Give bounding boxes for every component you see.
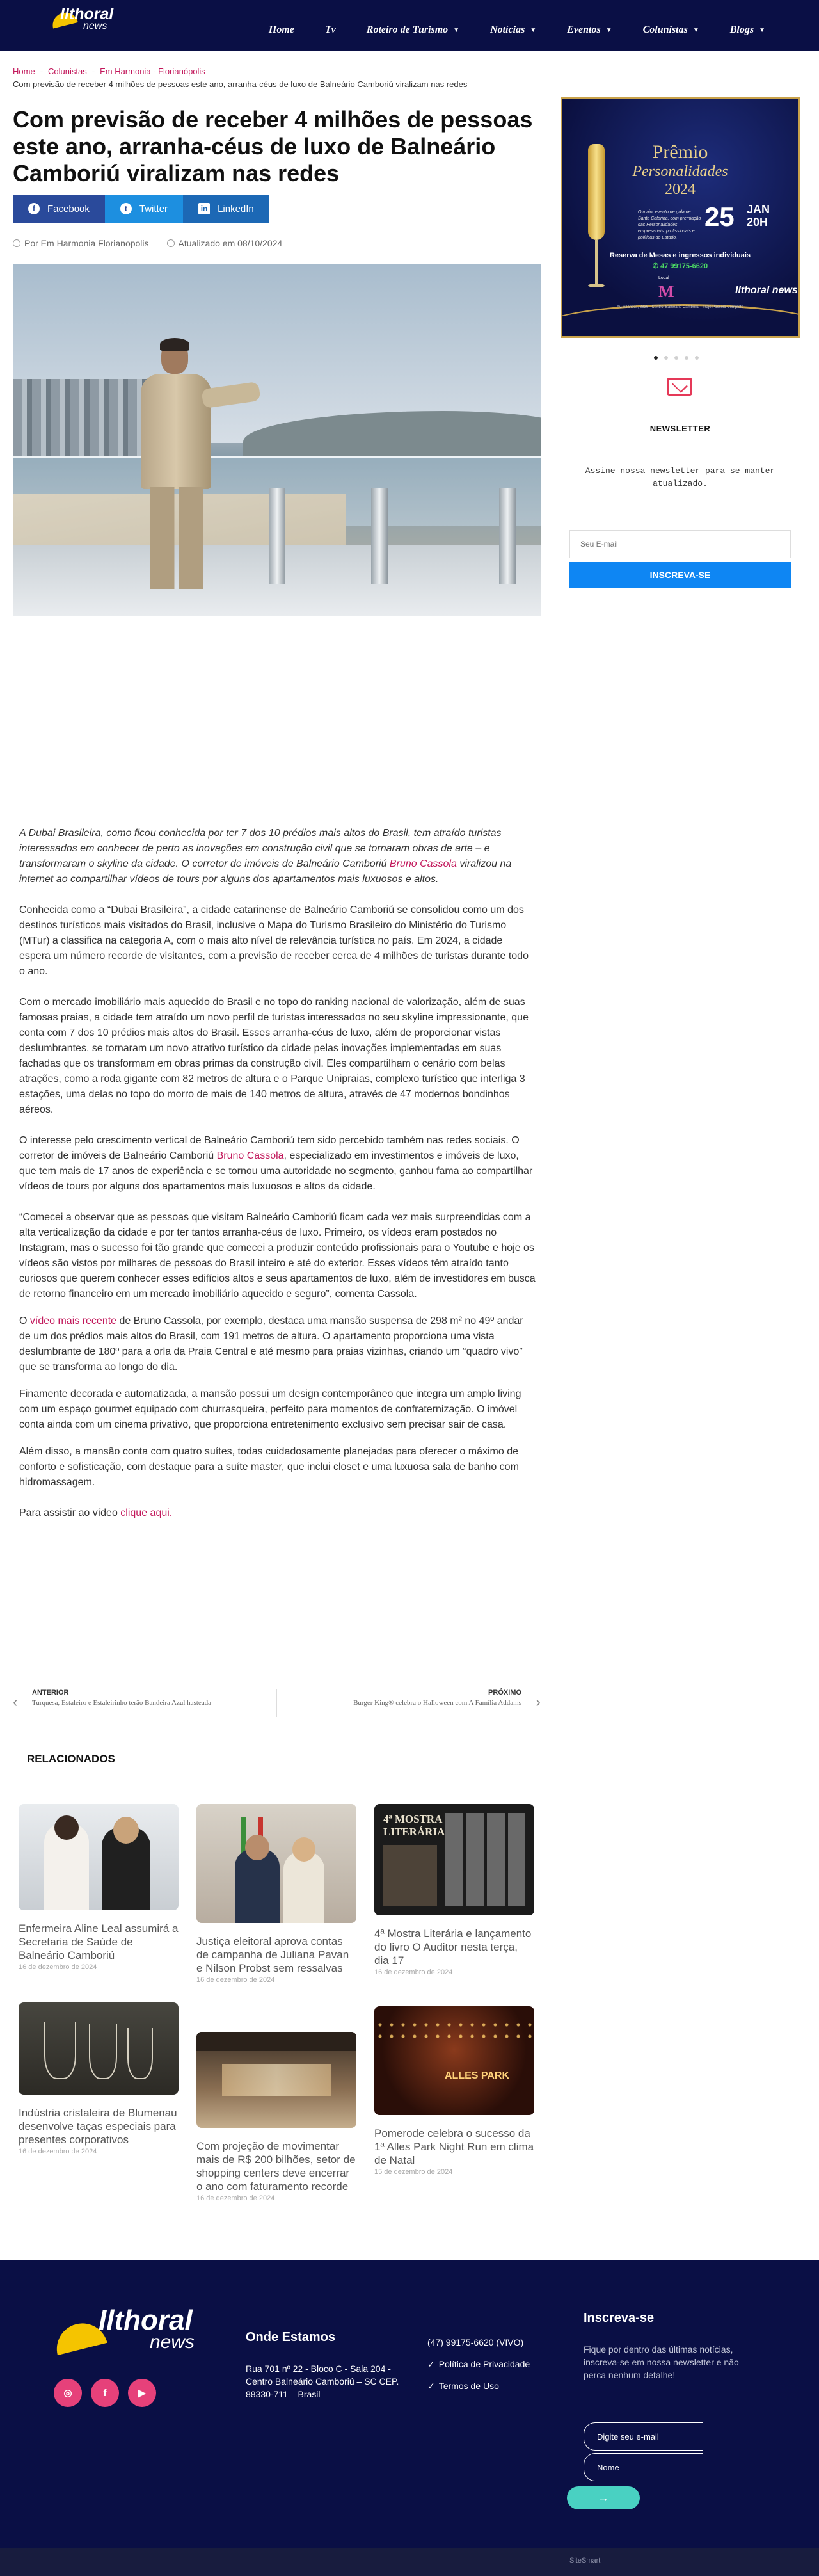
social-links	[54, 2379, 156, 2407]
whatsapp-icon: ✆	[652, 262, 661, 270]
nav-eventos[interactable]	[552, 24, 627, 36]
nav-label: Colunistas	[642, 24, 688, 35]
mostra-heading: 4ª MOSTRA	[383, 1813, 443, 1825]
related-card-title: 4ª Mostra Literária e lançamento do livro O Auditor nesta terça, dia 17	[374, 1928, 532, 1967]
article-meta	[13, 238, 282, 248]
photo-ceiling	[196, 2032, 356, 2051]
carousel-dot[interactable]	[664, 356, 668, 360]
footer-email-input[interactable]: Digite seu e-mail	[584, 2422, 703, 2451]
photo-head	[245, 1835, 269, 1860]
clique-aqui-link[interactable]: clique aqui.	[120, 1508, 173, 1518]
related-card-title: Justiça eleitoral aprova contas de campanha de Juliana Pavan e Nilson Probst sem ressalvas	[196, 1935, 349, 1974]
calendar-icon	[167, 239, 175, 247]
lead-text: A Dubai Brasileira, como ficou conhecida por ter 7 dos 10 prédios mais altos do Brasil, tem atraído turistas interessados em conhecer de perto as inovações em construção civil que se tornaram obras de arte – e transformaram o skyline da cidade. O corretor de imóveis de Balneário Camboriú	[19, 828, 502, 869]
nav-colunistas[interactable]	[628, 24, 715, 36]
bruno-cassola-link[interactable]: Bruno Cassola	[216, 1150, 284, 1161]
ad-month-time	[747, 203, 770, 229]
carousel-dot[interactable]	[674, 356, 678, 360]
next-post-link[interactable]	[285, 1689, 541, 1710]
photo-post	[269, 488, 285, 584]
main-nav	[253, 24, 781, 36]
carousel-dot[interactable]	[685, 356, 688, 360]
site-logo[interactable]	[51, 4, 122, 36]
chevron-down-icon: ▼	[530, 26, 537, 34]
share-twitter-button[interactable]	[105, 195, 183, 223]
article-paragraph: Finamente decorada e automatizada, a mansão possui um design contemporâneo que integra um amplo living com um espaço gourmet equipado com churrasqueira, perfeito para momentos de confraternização. O imóvel conta ainda com um cinema privativo, que proporciona entretenimento exclusivo sem precisar sair de casa.	[19, 1389, 521, 1430]
check-icon: ✓	[427, 2359, 435, 2369]
previous-post-link[interactable]	[13, 1689, 269, 1710]
nav-label: Blogs	[729, 24, 754, 35]
footer-logo-top: Ilthoral	[99, 2305, 193, 2336]
alles-park-sign: ALLES PARK	[445, 2070, 510, 2081]
twitter-icon: t	[120, 203, 132, 214]
page-title: Com previsão de receber 4 milhões de pessoas este ano, arranha-céus de luxo de Balneário Camboriú viralizam nas redes	[13, 106, 533, 186]
related-card[interactable]	[196, 2032, 356, 2202]
ad-reserva: Reserva de Mesas e ingressos individuais	[609, 252, 751, 259]
flute-base	[588, 284, 605, 287]
photo-person	[283, 1851, 324, 1923]
mail-icon	[667, 378, 692, 396]
post-navigation	[13, 1689, 541, 1714]
chevron-down-icon: ▼	[605, 26, 612, 34]
updated-date	[167, 238, 283, 248]
link-label: Política de Privacidade	[438, 2359, 530, 2369]
photo-head	[54, 1815, 79, 1840]
logo-word-bottom: news	[83, 20, 107, 31]
author	[13, 238, 149, 248]
footer-links	[427, 2331, 530, 2397]
prev-label: ANTERIOR	[32, 1689, 69, 1696]
article-lead	[19, 826, 536, 887]
ad-personalidades: Personalidades	[632, 163, 728, 180]
share-buttons	[13, 195, 269, 223]
article-body	[19, 826, 536, 1536]
paragraph-text: de Bruno Cassola, por exemplo, destaca uma mansão suspensa de 298 m² no 49º andar de um dos prédios mais altos do Brasil, com 191 metros de altura. O apartamento proporciona uma vista deslumbrante de 180º para a orla da Praia Central e até mesmo para praias vizinhas, criando um “quadro vivo” que se transforma ao longo do dia.	[19, 1316, 523, 1373]
breadcrumb-separator: -	[91, 67, 95, 76]
site-header	[0, 0, 819, 51]
link-label: Termos de Uso	[438, 2381, 499, 2391]
related-title: RELACIONADOS	[27, 1753, 115, 1765]
footer-onde-title: Onde Estamos	[246, 2330, 336, 2344]
footer-logo-bottom: news	[150, 2331, 195, 2353]
paragraph-text: Para assistir ao vídeo	[19, 1508, 121, 1518]
lead-text: viralizou na internet ao compartilhar vídeos de tours por alguns dos apartamentos mais luxuosos e altos.	[19, 858, 512, 885]
nav-label: Roteiro de Turismo	[366, 24, 449, 35]
photo-lights	[374, 2019, 534, 2045]
article-paragraph: Conhecida como a “Dubai Brasileira”, a cidade catarinense de Balneário Camboriú se consolidou como um dos destinos turísticos mais visitados do Brasil, inclusive o Mapa do Turismo Brasileiro do Ministério do Turismo (MTur) a classifica na categoria A, com o mais alto nível de relevância turística no país. Em 2024, a cidade espera um número recorde de visitantes, com a previsão de receber cerca de 4 milhões de turistas durante todo o ano.	[19, 905, 529, 977]
related-card[interactable]	[19, 1804, 179, 1971]
ad-tagline: O maior evento de gala de Santa Catarina, com premiação das Personalidades empresariais, profissionais e políticas do Estado.	[638, 210, 701, 240]
related-image	[196, 2032, 356, 2128]
prev-title: Turquesa, Estaleiro e Estaleirinho terão Bandeira Azul hasteada	[32, 1699, 212, 1707]
photo-glass	[127, 2028, 153, 2079]
newsletter-subscribe-button[interactable]: INSCREVA-SE	[569, 562, 791, 588]
linkedin-icon: in	[198, 203, 210, 214]
ad-venue-logo: M	[658, 282, 674, 301]
logo-word-top: Ilthoral	[60, 5, 114, 23]
photo-man	[141, 341, 211, 590]
photo-glass	[89, 2024, 117, 2079]
copyright-text[interactable]: SiteSmart	[569, 2557, 601, 2564]
user-icon	[13, 239, 20, 247]
related-image	[374, 2006, 534, 2115]
chevron-down-icon: ▼	[759, 26, 765, 34]
ad-realizacao-logo: Ilthoral news	[735, 285, 798, 296]
facebook-icon[interactable]: f	[91, 2379, 119, 2407]
related-card-date: 16 de dezembro de 2024	[19, 2148, 97, 2155]
footer-name-input[interactable]: Nome	[584, 2453, 703, 2481]
related-image	[19, 1804, 179, 1910]
ad-year: 2024	[665, 181, 696, 198]
divider	[276, 1689, 277, 1717]
footer-phone[interactable]: (47) 99175-6620 (VIVO)	[427, 2337, 524, 2347]
ad-time: 20H	[747, 216, 768, 229]
related-card-title: Indústria cristaleira de Blumenau desenvolve taças especiais para presentes corporativos	[19, 2107, 177, 2146]
share-linkedin-button[interactable]	[183, 195, 269, 223]
ad-footer-text: Av. Atlântica, 3836 - Centro, Balneário Camboriú - Traje Passeio Completo	[617, 305, 743, 309]
photo-suit	[141, 374, 211, 489]
video-recente-link[interactable]: vídeo mais recente	[29, 1316, 117, 1326]
paragraph-text: O	[19, 1316, 30, 1326]
mostra-heading: LITERÁRIA	[383, 1826, 445, 1838]
nav-home[interactable]	[253, 24, 310, 36]
next-text	[285, 1689, 521, 1707]
related-card-date: 16 de dezembro de 2024	[196, 2194, 275, 2202]
breadcrumb-current: Com previsão de receber 4 milhões de pessoas este ano, arranha-céus de luxo de Balneário Camboriú viralizam nas redes	[13, 79, 468, 89]
nav-label: Notícias	[490, 24, 525, 35]
ad-phone	[562, 262, 798, 270]
share-facebook-button[interactable]	[13, 195, 105, 223]
newsletter-title: NEWSLETTER	[649, 424, 711, 433]
related-card[interactable]	[19, 2002, 179, 2155]
share-label: Facebook	[47, 203, 90, 214]
breadcrumb-home[interactable]: Home	[13, 67, 35, 76]
photo-head	[292, 1837, 315, 1862]
footer-link-terms[interactable]	[427, 2375, 530, 2397]
footer-logo[interactable]	[54, 2305, 220, 2356]
nav-tv[interactable]	[310, 24, 351, 36]
related-card[interactable]	[196, 1804, 356, 1984]
footer-address: Rua 701 nº 22 - Bloco C - Sala 204 - Centro Balneário Camboriú – SC CEP. 88330-711 – Brasil	[246, 2363, 399, 2399]
carousel-dot[interactable]	[695, 356, 699, 360]
photo-post	[499, 488, 516, 584]
photo-hair	[160, 338, 189, 351]
author-name: Por Em Harmonia Florianopolis	[24, 238, 149, 248]
youtube-icon[interactable]: ▶	[128, 2379, 156, 2407]
related-card-title: Enfermeira Aline Leal assumirá a Secretaria de Saúde de Balneário Camboriú	[19, 1922, 179, 1961]
ad-month: JAN	[747, 203, 770, 216]
sidebar-ad-banner[interactable]	[561, 97, 800, 338]
related-card-date: 16 de dezembro de 2024	[19, 1963, 97, 1971]
carousel-dots	[654, 356, 699, 360]
photo-head	[113, 1817, 139, 1844]
footer-submit-button[interactable]	[567, 2486, 640, 2509]
chevron-right-icon: ›	[536, 1694, 541, 1710]
related-card[interactable]	[374, 1804, 534, 1976]
share-label: Twitter	[139, 203, 168, 214]
related-card-date: 16 de dezembro de 2024	[374, 1968, 453, 1976]
paragraph-text: , especializado em investimentos e imóveis de luxo, que tem mais de 17 anos de experiência e se tornou uma autoridade no segmento, ganhou fama ao compartilhar vídeos de tours por alguns dos apartamentos mais luxuosos e altos da cidade.	[19, 1150, 533, 1192]
photo-glass	[44, 2022, 76, 2079]
arrow-right-icon: →	[598, 2491, 609, 2504]
paragraph-text: O interesse pelo crescimento vertical de Balneário Camboriú tem sido percebido também nas redes sociais. O corretor de imóveis de Balneário Camboriú	[19, 1135, 520, 1161]
share-label: LinkedIn	[218, 203, 254, 214]
article-paragraph	[19, 1506, 536, 1521]
footer-link-privacy[interactable]	[427, 2353, 530, 2375]
chevron-left-icon: ‹	[13, 1694, 18, 1710]
photo-book	[383, 1845, 437, 1906]
related-image	[196, 1804, 356, 1923]
updated-text: Atualizado em 08/10/2024	[178, 238, 283, 248]
newsletter-email-input[interactable]	[569, 530, 791, 558]
prev-text	[32, 1689, 269, 1707]
ad-premio: Prêmio	[652, 141, 708, 163]
nav-noticias[interactable]	[475, 24, 552, 36]
article-paragraph	[19, 1133, 536, 1195]
breadcrumb-separator: -	[40, 67, 44, 76]
next-title: Burger King® celebra o Halloween com A Família Addams	[353, 1699, 521, 1707]
newsletter-text: Assine nossa newsletter para se manter atualizado.	[585, 466, 775, 488]
chevron-down-icon: ▼	[692, 26, 699, 34]
nav-label: Home	[268, 24, 294, 35]
carousel-dot[interactable]	[654, 356, 658, 360]
next-label: PRÓXIMO	[488, 1689, 521, 1696]
chevron-down-icon: ▼	[453, 26, 460, 34]
footer-description: Fique por dentro das últimas notícias, inscreva-se em nossa newsletter e não perca nenhum detalhe!	[584, 2344, 739, 2380]
related-card-date: 16 de dezembro de 2024	[196, 1976, 275, 1984]
related-card-date: 15 de dezembro de 2024	[374, 2168, 453, 2176]
nav-label: Eventos	[567, 24, 601, 35]
article-paragraph	[19, 1314, 536, 1375]
bruno-cassola-link[interactable]: Bruno Cassola	[389, 858, 457, 869]
nav-label: Tv	[324, 24, 336, 35]
hero-image	[13, 264, 541, 616]
ad-phone-number: 47 99175-6620	[660, 262, 708, 270]
check-icon: ✓	[427, 2381, 435, 2391]
nav-roteiro[interactable]	[351, 24, 475, 36]
ad-local-label: Local	[658, 276, 669, 280]
related-image	[19, 2002, 179, 2095]
facebook-icon: f	[28, 203, 40, 214]
photo-post	[371, 488, 388, 584]
footer-inscreva-title: Inscreva-se	[584, 2311, 655, 2325]
breadcrumb	[13, 67, 205, 76]
article-paragraph: “Comecei a observar que as pessoas que visitam Balneário Camboriú ficam cada vez mais surpreendidas com a alta verticalização da cidade e por ter tantos arranha-céus de luxo. Primeiro, os vídeos eram postados no Instagram, mas o sucesso foi tão grande que comecei a produzir conteúdo profissionais para o Youtube e hoje os vídeos são vistos por milhares de pessoas do Brasil inteiro e até do exterior. Esses vídeos têm atraído tanto curiosos que querem conhecer esses edifícios altos e seus apartamentos de luxo, além de investidores em busca de retorno financeiro em um mercado imobiliário aquecido e seguro”, comenta Cassola.	[19, 1212, 536, 1300]
related-card-title: Pomerode celebra o sucesso da 1ª Alles Park Night Run em clima de Natal	[374, 2127, 534, 2166]
related-image	[374, 1804, 534, 1915]
article-paragraph: Com o mercado imobiliário mais aquecido do Brasil e no topo do ranking nacional de valorização, além de suas famosas praias, a cidade tem atraído um novo perfil de turistas interessados no seu skyline impressionante, que conta com 7 dos 10 prédios mais altos do Brasil. Esses arranha-céus de luxo, além de proporcionar vistas deslumbrantes, se tornaram um novo atrativo turístico da cidade pelas inovações implementadas em suas fachadas que os transformam em obras primas da construção civil. Eles compartilham o cenário com belas atrações, como a roda gigante com 82 metros de altura e o Parque Unipraias, complexo turístico que interliga 3 estações, uma delas no topo do morro de mais de 140 metros de altura, através de 47 modernos bondinhos aéreos.	[19, 997, 529, 1115]
article-paragraph: Além disso, a mansão conta com quatro suítes, todas cuidadosamente planejadas para oferecer o máximo de conforto e sofisticação, com destaque para a suíte master, que inclui closet e uma luxuosa sala de banho com hidromassagem.	[19, 1446, 519, 1488]
related-card-title: Com projeção de movimentar mais de R$ 200 bilhões, setor de shopping centers deve encerrar o ano com faturamento recorde	[196, 2140, 356, 2193]
ad-day: 25	[704, 202, 735, 232]
instagram-icon[interactable]: ◎	[54, 2379, 82, 2407]
breadcrumb-colunistas[interactable]: Colunistas	[48, 67, 87, 76]
site-footer	[0, 2260, 819, 2548]
related-card[interactable]	[374, 2006, 534, 2176]
copyright-bar	[0, 2548, 819, 2576]
nav-blogs[interactable]	[715, 24, 781, 36]
photo-storefront	[222, 2064, 331, 2096]
photo-portraits	[445, 1813, 525, 1906]
breadcrumb-em-harmonia[interactable]: Em Harmonia - Florianópolis	[100, 67, 205, 76]
photo-legs	[150, 487, 203, 589]
